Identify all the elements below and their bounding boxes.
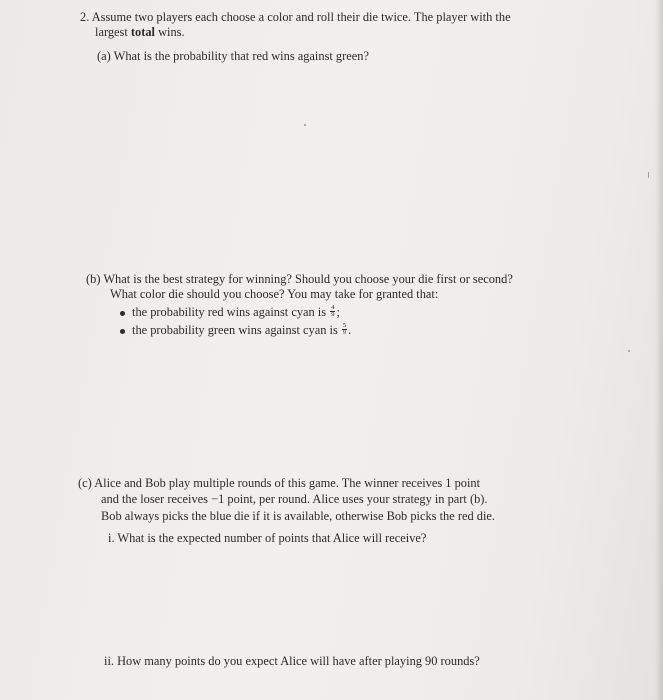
bullet-2-text: the probability green wins against cyan is [132, 323, 338, 337]
part-b-label: (b) [86, 272, 101, 286]
bullet-2-end: . [348, 323, 352, 337]
part-b-bullet-2 [132, 323, 351, 338]
part-b-line-1 [86, 272, 513, 287]
sub-i-label: i. [108, 531, 115, 545]
part-c-text-3: Bob always picks the blue die if it is available, otherwise Bob picks the red die. [101, 509, 495, 523]
part-c-sub-i [108, 531, 426, 546]
sub-ii-text: How many points do you expect Alice will have after playing 90 rounds? [117, 654, 480, 668]
part-c-text-2: and the loser receives −1 point, per round. Alice uses your strategy in part (b). [101, 492, 488, 506]
bullet-1-end: ; [336, 305, 340, 319]
fraction-five-ninths [342, 323, 347, 336]
problem-intro-text-2a: largest [95, 25, 131, 39]
part-a-label: (a) [97, 49, 111, 63]
part-b-bullet-1 [132, 305, 340, 320]
problem-intro-bold-word: total [130, 25, 155, 39]
bullet-dot [120, 311, 125, 316]
page-edge-shadow [655, 0, 663, 700]
part-b-text-1: What is the best strategy for winning? Should you choose your die first or second? [103, 272, 513, 286]
sub-i-text: What is the expected number of points that Alice will receive? [117, 531, 427, 545]
fraction-denominator: 9 [331, 310, 335, 318]
fraction-four-ninths [330, 305, 335, 318]
problem-intro-line-2 [95, 25, 185, 40]
paper-speck [628, 350, 630, 352]
problem-intro-text-1: Assume two players each choose a color and roll their die twice. The player with the [91, 10, 511, 24]
fraction-numerator: 4 [331, 303, 335, 311]
part-c-sub-ii [104, 654, 480, 669]
part-a-text: What is the probability that red wins against green? [113, 49, 369, 63]
problem-intro-line-1 [80, 10, 511, 25]
problem-intro-text-2b: wins. [155, 25, 185, 39]
part-c-label: (c) [78, 476, 92, 490]
part-c-line-1 [78, 476, 480, 491]
part-b-line-2 [110, 287, 438, 302]
problem-number: 2. [80, 10, 90, 24]
fraction-denominator: 9 [342, 328, 347, 336]
paper-speck [304, 124, 306, 126]
part-a-question [97, 49, 369, 64]
part-c-line-2 [101, 492, 488, 507]
fraction-numerator: 5 [342, 321, 347, 329]
bullet-dot [120, 329, 125, 334]
part-b-text-2: What color die should you choose? You may take for granted that: [110, 287, 439, 301]
sub-ii-label: ii. [104, 654, 114, 668]
part-c-text-1: Alice and Bob play multiple rounds of this game. The winner receives 1 point [94, 476, 481, 490]
part-c-line-3 [101, 509, 495, 524]
paper-speck [648, 172, 649, 178]
bullet-1-text: the probability red wins against cyan is [132, 305, 327, 319]
